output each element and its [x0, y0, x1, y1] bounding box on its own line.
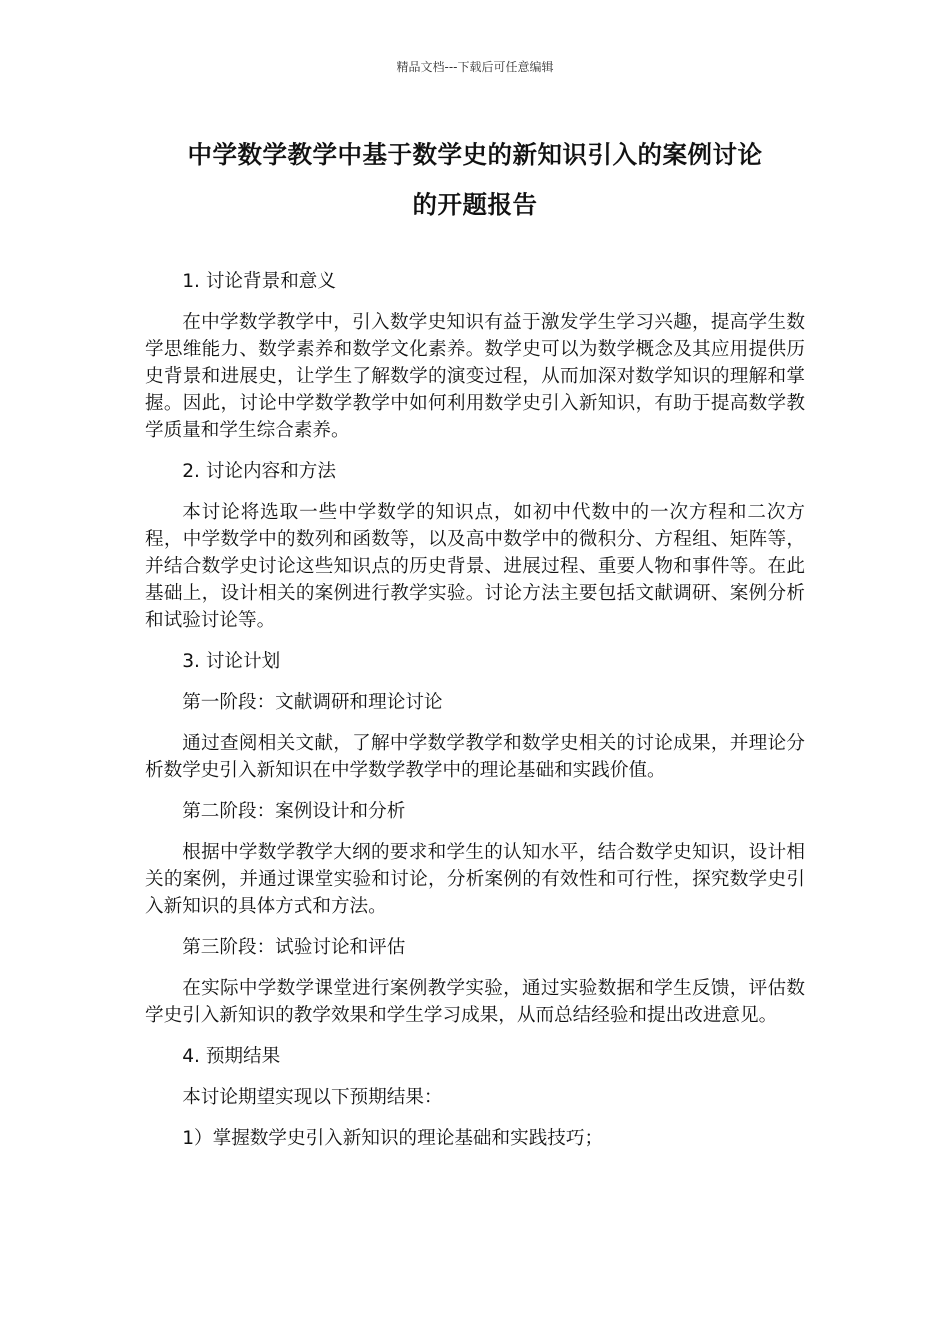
- expected-result-item-1: 1）掌握数学史引入新知识的理论基础和实践技巧；: [182, 1128, 604, 1149]
- title-line-2: 的开题报告: [412, 190, 538, 219]
- paragraph-stage-2: 根据中学数学教学大纲的要求和学生的认知水平，结合数学史知识，设计相关的案例，并通过课堂实验和讨论，分析案例的有效性和可行性，探究数学史引入新知识的具体方式和方法。: [145, 842, 805, 917]
- paragraph-content-method: 本讨论将选取一些中学数学的知识点，如初中代数中的一次方程和二次方程，中学数学中的数列和函数等，以及高中数学中的微积分、方程组、矩阵等，并结合数学史讨论这些知识点的历史背景、进展过程、重要人物和事件等。在此基础上，设计相关的案例进行教学实验。讨论方法主要包括文献调研、案例分析和试验讨论等。: [145, 502, 805, 631]
- stage-heading-1: 第一阶段：文献调研和理论讨论: [182, 692, 443, 713]
- document-body: [145, 268, 805, 1166]
- section-heading-plan: 3. 讨论计划: [182, 651, 281, 672]
- stage-heading-3: 第三阶段：试验讨论和评估: [182, 937, 406, 958]
- title-line-1: 中学数学教学中基于数学史的新知识引入的案例讨论: [187, 140, 763, 169]
- section-heading-expected-results: 4. 预期结果: [182, 1046, 281, 1067]
- document-title: [125, 130, 825, 230]
- section-heading-content-method: 2. 讨论内容和方法: [182, 461, 336, 482]
- paragraph-stage-1: 通过查阅相关文献，了解中学数学教学和数学史相关的讨论成果，并理论分析数学史引入新知识在中学数学教学中的理论基础和实践价值。: [145, 733, 805, 781]
- paragraph-background: 在中学数学教学中，引入数学史知识有益于激发学生学习兴趣，提高学生数学思维能力、数学素养和数学文化素养。数学史可以为数学概念及其应用提供历史背景和进展史，让学生了解数学的演变过程，从而加深对数学知识的理解和掌握。因此，讨论中学数学教学中如何利用数学史引入新知识，有助于提高数学教学质量和学生综合素养。: [145, 312, 805, 441]
- paragraph-stage-3: 在实际中学数学课堂进行案例教学实验，通过实验数据和学生反馈，评估数学史引入新知识的教学效果和学生学习成果，从而总结经验和提出改进意见。: [145, 978, 805, 1026]
- section-heading-background: 1. 讨论背景和意义: [182, 271, 336, 292]
- paragraph-expected-intro: 本讨论期望实现以下预期结果：: [182, 1087, 443, 1108]
- stage-heading-2: 第二阶段：案例设计和分析: [182, 801, 406, 822]
- header-note: 精品文档---下载后可任意编辑: [396, 60, 554, 74]
